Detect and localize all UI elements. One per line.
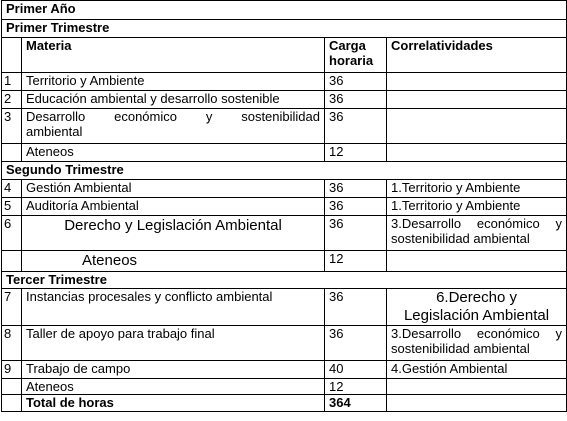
materia-cell: Auditoría Ambiental bbox=[22, 198, 325, 216]
carga-cell: 40 bbox=[325, 361, 387, 379]
materia-cell: Educación ambiental y desarrollo sostenible bbox=[22, 91, 325, 109]
carga-cell: 36 bbox=[325, 73, 387, 91]
row-number: 8 bbox=[2, 326, 22, 361]
correlatividad-cell bbox=[387, 91, 567, 109]
materia-header: Materia bbox=[22, 38, 325, 73]
row-number: 3 bbox=[2, 109, 22, 144]
trimester-title: Tercer Trimestre bbox=[2, 272, 567, 289]
row-number bbox=[2, 251, 22, 272]
materia-cell: Ateneos bbox=[22, 144, 325, 162]
row-number bbox=[2, 379, 22, 395]
correlatividad-cell bbox=[387, 144, 567, 162]
materia-cell: Taller de apoyo para trabajo final bbox=[22, 326, 325, 361]
trimester-title: Primer Trimestre bbox=[2, 20, 567, 38]
materia-cell: Territorio y Ambiente bbox=[22, 73, 325, 91]
correlatividad-cell: 3.Desarrollo económico y sostenibilidad ambiental bbox=[387, 216, 567, 251]
correlatividad-cell: 1.Territorio y Ambiente bbox=[387, 180, 567, 198]
carga-cell: 36 bbox=[325, 91, 387, 109]
correlatividad-cell bbox=[387, 109, 567, 144]
materia-cell: Trabajo de campo bbox=[22, 361, 325, 379]
correlatividad-cell: 3.Desarrollo económico y sostenibilidad ambiental bbox=[387, 326, 567, 361]
correlatividad-cell: 6.Derecho y Legislación Ambiental bbox=[387, 289, 567, 326]
row-number: 7 bbox=[2, 289, 22, 326]
carga-cell: 12 bbox=[325, 251, 387, 272]
row-number: 1 bbox=[2, 73, 22, 91]
row-number: 2 bbox=[2, 91, 22, 109]
carga-cell: 12 bbox=[325, 144, 387, 162]
materia-cell: Derecho y Legislación Ambiental bbox=[22, 216, 325, 251]
correlatividad-cell: 4.Gestión Ambiental bbox=[387, 361, 567, 379]
year-title: Primer Año bbox=[2, 1, 567, 20]
carga-cell: 36 bbox=[325, 180, 387, 198]
trimester-title: Segundo Trimestre bbox=[2, 162, 567, 180]
row-number: 4 bbox=[2, 180, 22, 198]
materia-cell: Gestión Ambiental bbox=[22, 180, 325, 198]
correlatividad-cell bbox=[387, 73, 567, 91]
materia-cell: Ateneos bbox=[22, 251, 325, 272]
carga-cell: 36 bbox=[325, 198, 387, 216]
row-number: 5 bbox=[2, 198, 22, 216]
plan-table bbox=[1, 0, 567, 412]
row-number: 9 bbox=[2, 361, 22, 379]
carga-cell: 36 bbox=[325, 326, 387, 361]
carga-cell: 12 bbox=[325, 379, 387, 395]
row-number bbox=[2, 395, 22, 412]
materia-cell: Instancias procesales y conflicto ambiental bbox=[22, 289, 325, 326]
carga-cell: 36 bbox=[325, 216, 387, 251]
row-number: 6 bbox=[2, 216, 22, 251]
materia-cell: Desarrollo económico y sostenibilidad ambiental bbox=[22, 109, 325, 144]
carga-cell: 36 bbox=[325, 109, 387, 144]
correlatividad-cell: 1.Territorio y Ambiente bbox=[387, 198, 567, 216]
carga-header: Carga horaria bbox=[325, 38, 387, 73]
materia-cell: Ateneos bbox=[22, 379, 325, 395]
correlatividad-cell bbox=[387, 251, 567, 272]
correlatividades-header: Correlatividades bbox=[387, 38, 567, 73]
num-header bbox=[2, 38, 22, 73]
correlatividad-cell bbox=[387, 379, 567, 395]
row-number bbox=[2, 144, 22, 162]
total-value: 364 bbox=[325, 395, 387, 412]
correlatividad-cell bbox=[387, 395, 567, 412]
total-label: Total de horas bbox=[22, 395, 325, 412]
carga-cell: 36 bbox=[325, 289, 387, 326]
